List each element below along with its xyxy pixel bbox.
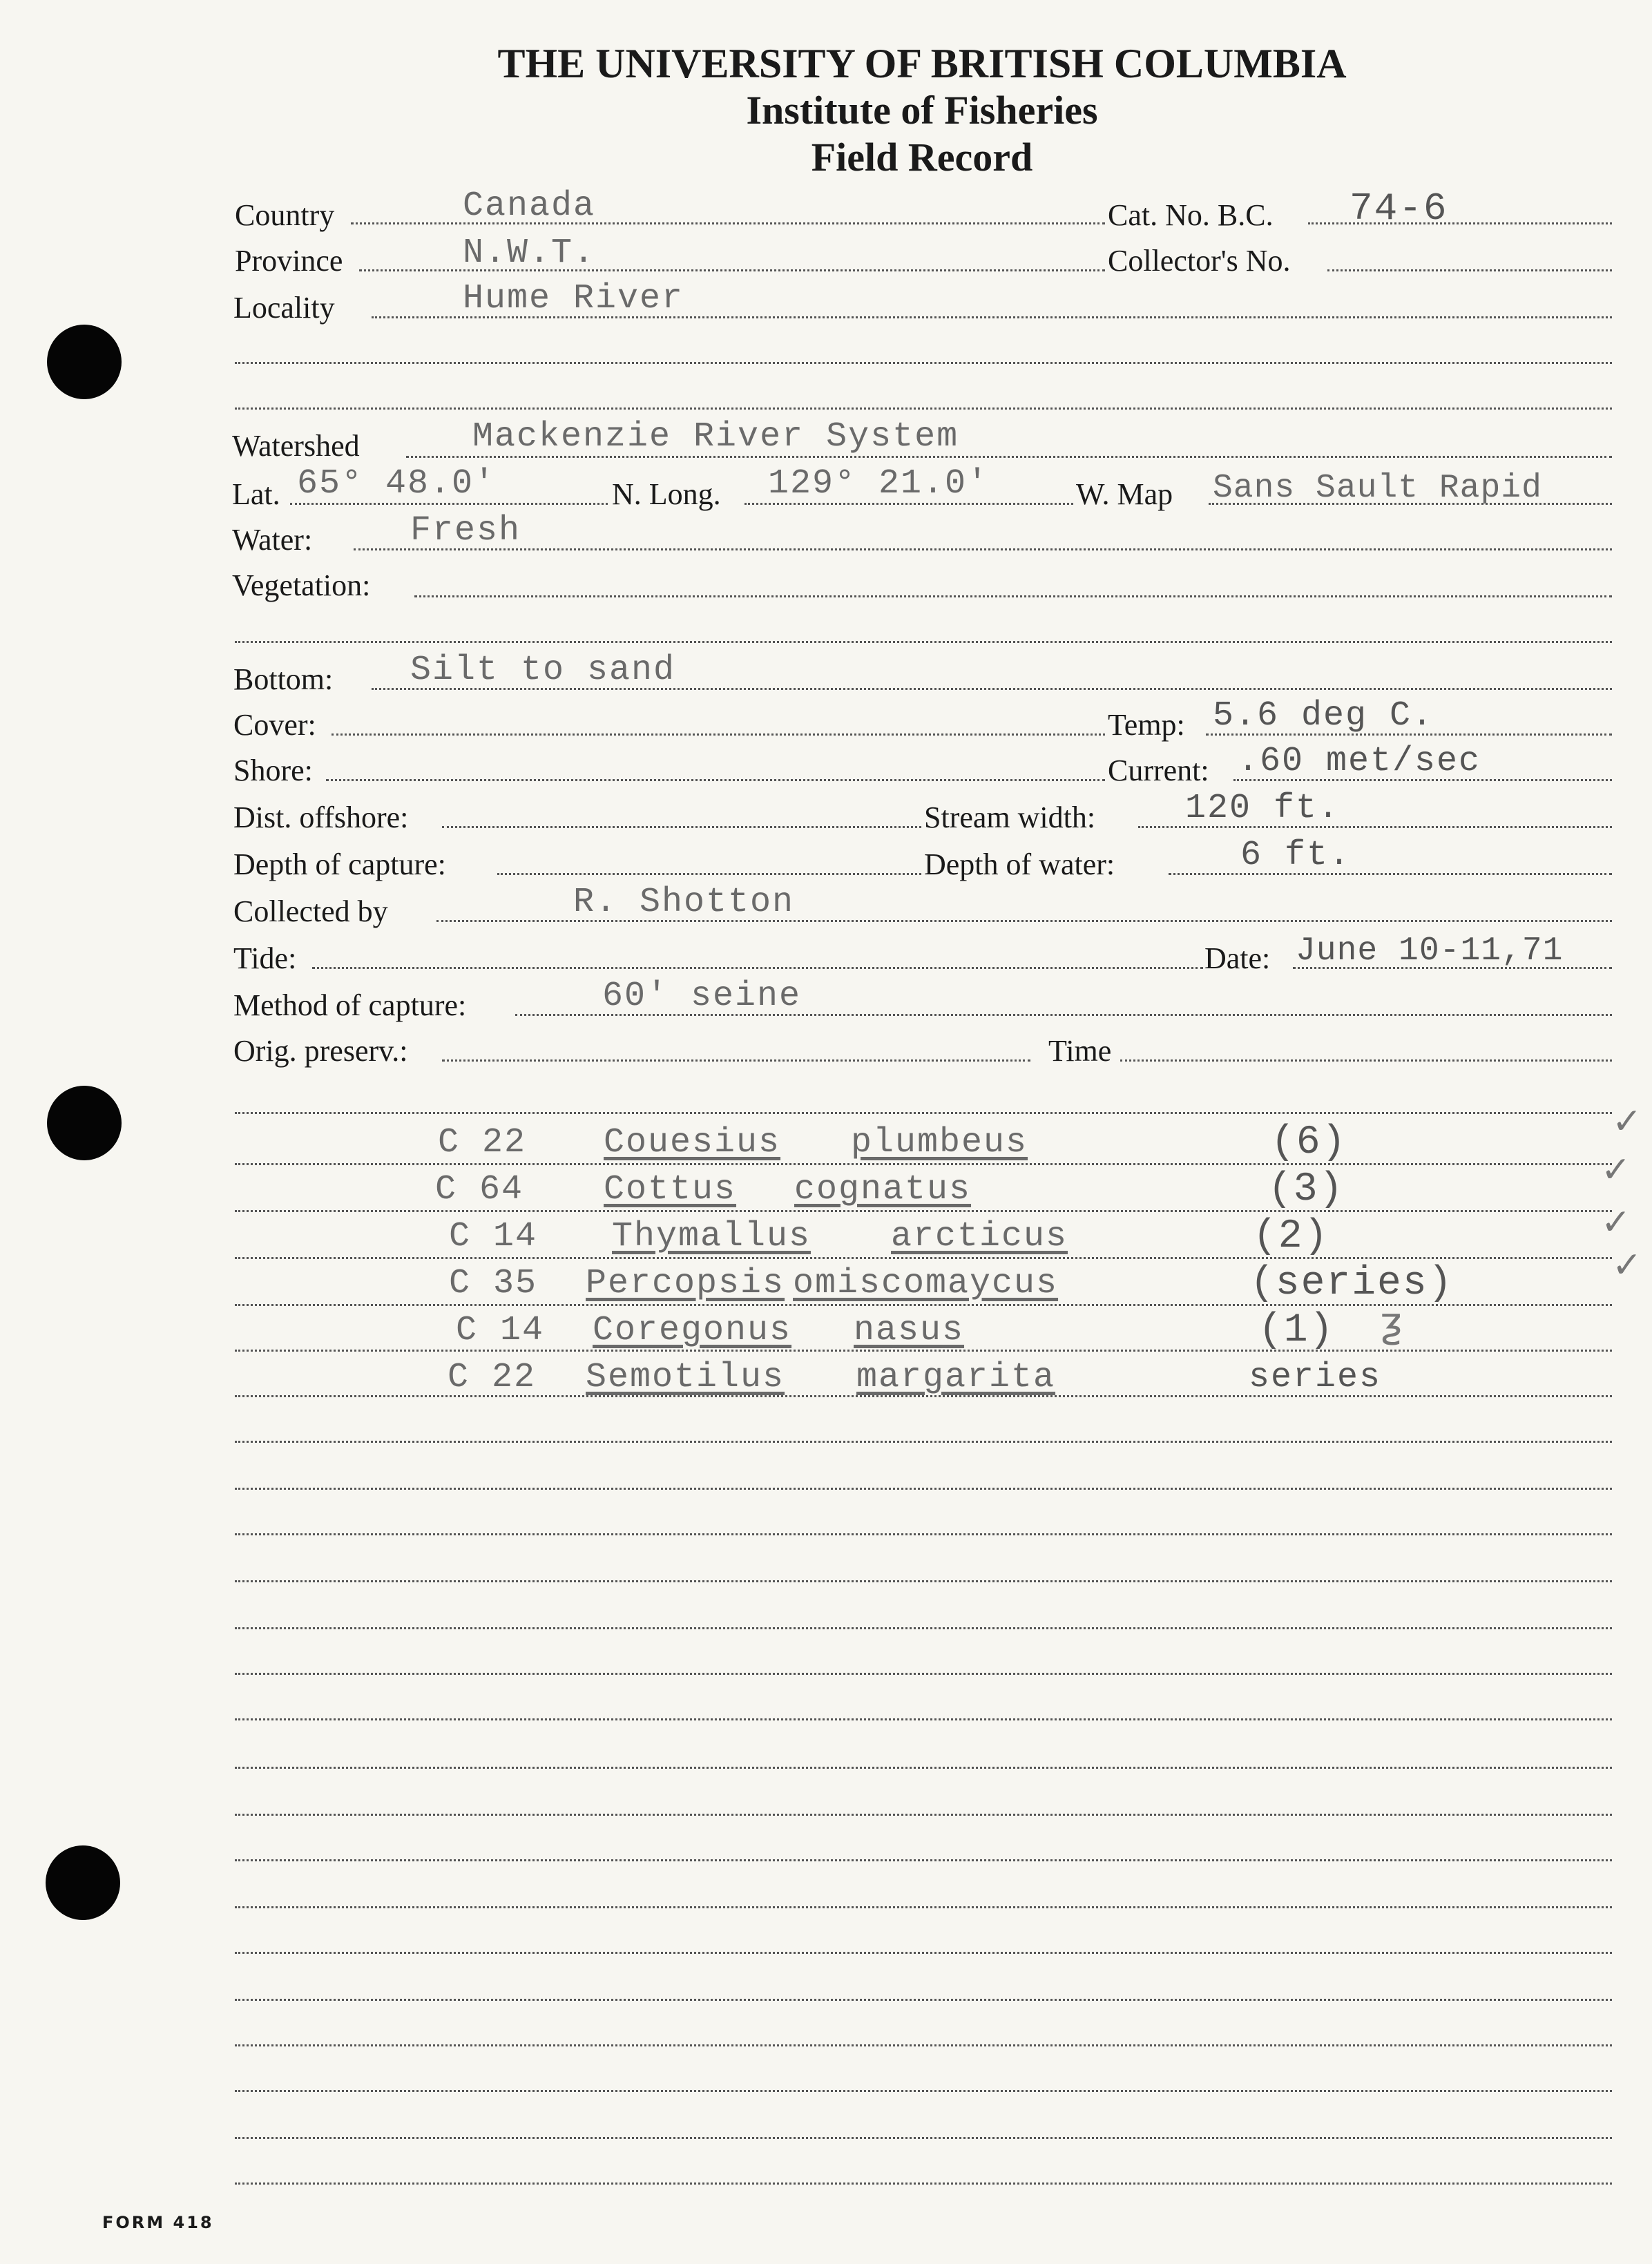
species-genus: Couesius — [604, 1123, 781, 1162]
cover-line — [332, 733, 1105, 736]
date-label: Date: — [1204, 941, 1271, 975]
ruled-line — [235, 1814, 1612, 1816]
species-genus: Coregonus — [593, 1311, 792, 1350]
method-label: Method of capture: — [233, 988, 467, 1022]
locality-label: Locality — [233, 291, 335, 325]
time-label: Time — [1048, 1034, 1112, 1068]
depth-capture-label: Depth of capture: — [233, 847, 446, 881]
depth-water-line — [1169, 873, 1612, 875]
species-count: (1) — [1258, 1308, 1335, 1353]
species-code: C 22 — [448, 1358, 537, 1397]
species-epithet: plumbeus — [851, 1123, 1028, 1162]
species-genus: Cottus — [604, 1170, 737, 1209]
ruled-line — [235, 1627, 1612, 1629]
date-value: June 10-11,71 — [1296, 932, 1564, 970]
collected-by-value: R. Shotton — [573, 883, 795, 922]
n-long-label: N. Long. — [612, 477, 721, 511]
species-count: series — [1249, 1358, 1382, 1397]
ruled-line — [235, 1112, 1612, 1114]
species-epithet: margarita — [856, 1358, 1056, 1397]
dist-offshore-label: Dist. offshore: — [233, 800, 409, 834]
ruled-line — [235, 1257, 1612, 1259]
ruled-line — [235, 1718, 1612, 1720]
species-code: C 14 — [456, 1311, 545, 1350]
species-genus: Percopsis — [586, 1264, 785, 1303]
water-value: Fresh — [410, 511, 521, 550]
collected-by-label: Collected by — [233, 894, 388, 928]
depth-water-label: Depth of water: — [924, 847, 1115, 881]
orig-preserv-label: Orig. preserv.: — [233, 1034, 408, 1068]
shore-label: Shore: — [233, 754, 313, 787]
species-count: (series) — [1250, 1261, 1454, 1306]
form-number: FORM 418 — [102, 2213, 214, 2232]
species-epithet: omiscomaycus — [793, 1264, 1059, 1303]
species-epithet: nasus — [854, 1311, 965, 1350]
province-value: N.W.T. — [463, 233, 596, 273]
binder-hole-middle — [47, 1086, 122, 1160]
cover-label: Cover: — [233, 708, 316, 742]
ruled-line — [235, 1767, 1612, 1769]
watershed-value: Mackenzie River System — [472, 417, 959, 457]
ruled-line — [235, 1533, 1612, 1535]
checkmark-icon: ✓ — [1601, 1149, 1631, 1191]
ruled-line — [235, 1210, 1612, 1212]
species-code: C 35 — [449, 1264, 538, 1303]
checkmark-icon: ✓ — [1612, 1245, 1642, 1286]
w-map-label: W. Map — [1076, 477, 1173, 511]
stream-width-value: 120 ft. — [1185, 789, 1341, 828]
vegetation-line — [414, 595, 1612, 597]
collectors-no-line — [1327, 269, 1612, 271]
temp-value: 5.6 deg C. — [1213, 696, 1434, 736]
form-title: Field Record — [811, 135, 1033, 180]
species-code: C 22 — [438, 1123, 527, 1162]
water-label: Water: — [232, 523, 313, 557]
bottom-label: Bottom: — [233, 662, 334, 696]
cat-no-label: Cat. No. B.C. — [1108, 198, 1274, 232]
binder-hole-top — [47, 325, 122, 399]
orig-preserv-line — [442, 1059, 1030, 1062]
province-label: Province — [235, 244, 343, 278]
ruled-line — [235, 1673, 1612, 1675]
species-genus: Semotilus — [586, 1358, 785, 1397]
ruled-line — [235, 1999, 1612, 2001]
watershed-label: Watershed — [232, 429, 360, 463]
collectors-no-label: Collector's No. — [1108, 244, 1291, 278]
checkmark-icon: ✓ — [1612, 1101, 1642, 1142]
time-line — [1120, 1059, 1612, 1062]
ruled-line — [235, 2137, 1612, 2139]
map-value: Sans Sault Rapid — [1213, 470, 1542, 507]
stream-width-label: Stream width: — [924, 800, 1096, 834]
method-value: 60' seine — [602, 977, 802, 1016]
current-value: .60 met/sec — [1238, 742, 1481, 781]
temp-label: Temp: — [1108, 708, 1185, 742]
depth-capture-line — [497, 873, 921, 875]
depth-water-value: 6 ft. — [1240, 836, 1352, 875]
lat-value: 65° 48.0' — [297, 464, 497, 503]
ruled-line — [235, 1441, 1612, 1443]
tide-line — [312, 967, 1203, 969]
ruled-line — [235, 1859, 1612, 1861]
species-count: (3) — [1268, 1167, 1345, 1212]
locality-value: Hume River — [463, 279, 684, 318]
tide-label: Tide: — [233, 941, 297, 975]
institution-title: THE UNIVERSITY OF BRITISH COLUMBIA — [497, 41, 1347, 86]
vegetation-label: Vegetation: — [232, 568, 371, 602]
ruled-line — [235, 1163, 1612, 1165]
blank-line-2 — [235, 407, 1612, 410]
shore-line — [326, 779, 1105, 781]
ruled-line — [235, 1580, 1612, 1582]
long-value: 129° 21.0' — [768, 464, 990, 503]
species-genus: Thymallus — [612, 1217, 811, 1256]
current-label: Current: — [1108, 754, 1209, 787]
country-value: Canada — [463, 186, 596, 226]
species-code: C 14 — [449, 1217, 538, 1256]
cat-no-value: 74-6 — [1350, 186, 1448, 231]
ruled-line — [235, 1488, 1612, 1490]
binder-hole-bottom — [46, 1845, 120, 1920]
ruled-line — [235, 1952, 1612, 1954]
species-code: C 64 — [435, 1170, 524, 1209]
species-epithet: cognatus — [794, 1170, 972, 1209]
water-line — [354, 548, 1612, 550]
lat-label: Lat. — [232, 477, 280, 511]
bottom-value: Silt to sand — [410, 651, 676, 690]
ruled-line — [235, 2090, 1612, 2092]
species-count: (2) — [1253, 1214, 1329, 1259]
checkmark-icon: ✓ — [1601, 1202, 1631, 1243]
ruled-line — [235, 1906, 1612, 1908]
species-epithet: arcticus — [891, 1217, 1068, 1256]
scribble-mark-icon: ƺ — [1380, 1298, 1402, 1347]
ruled-line — [235, 2044, 1612, 2046]
blank-line-1 — [235, 362, 1612, 364]
blank-line-3 — [235, 641, 1612, 643]
dist-offshore-line — [442, 826, 921, 828]
country-label: Country — [235, 198, 335, 232]
department-title: Institute of Fisheries — [746, 88, 1098, 133]
species-count: (6) — [1271, 1120, 1347, 1165]
ruled-line — [235, 2183, 1612, 2185]
